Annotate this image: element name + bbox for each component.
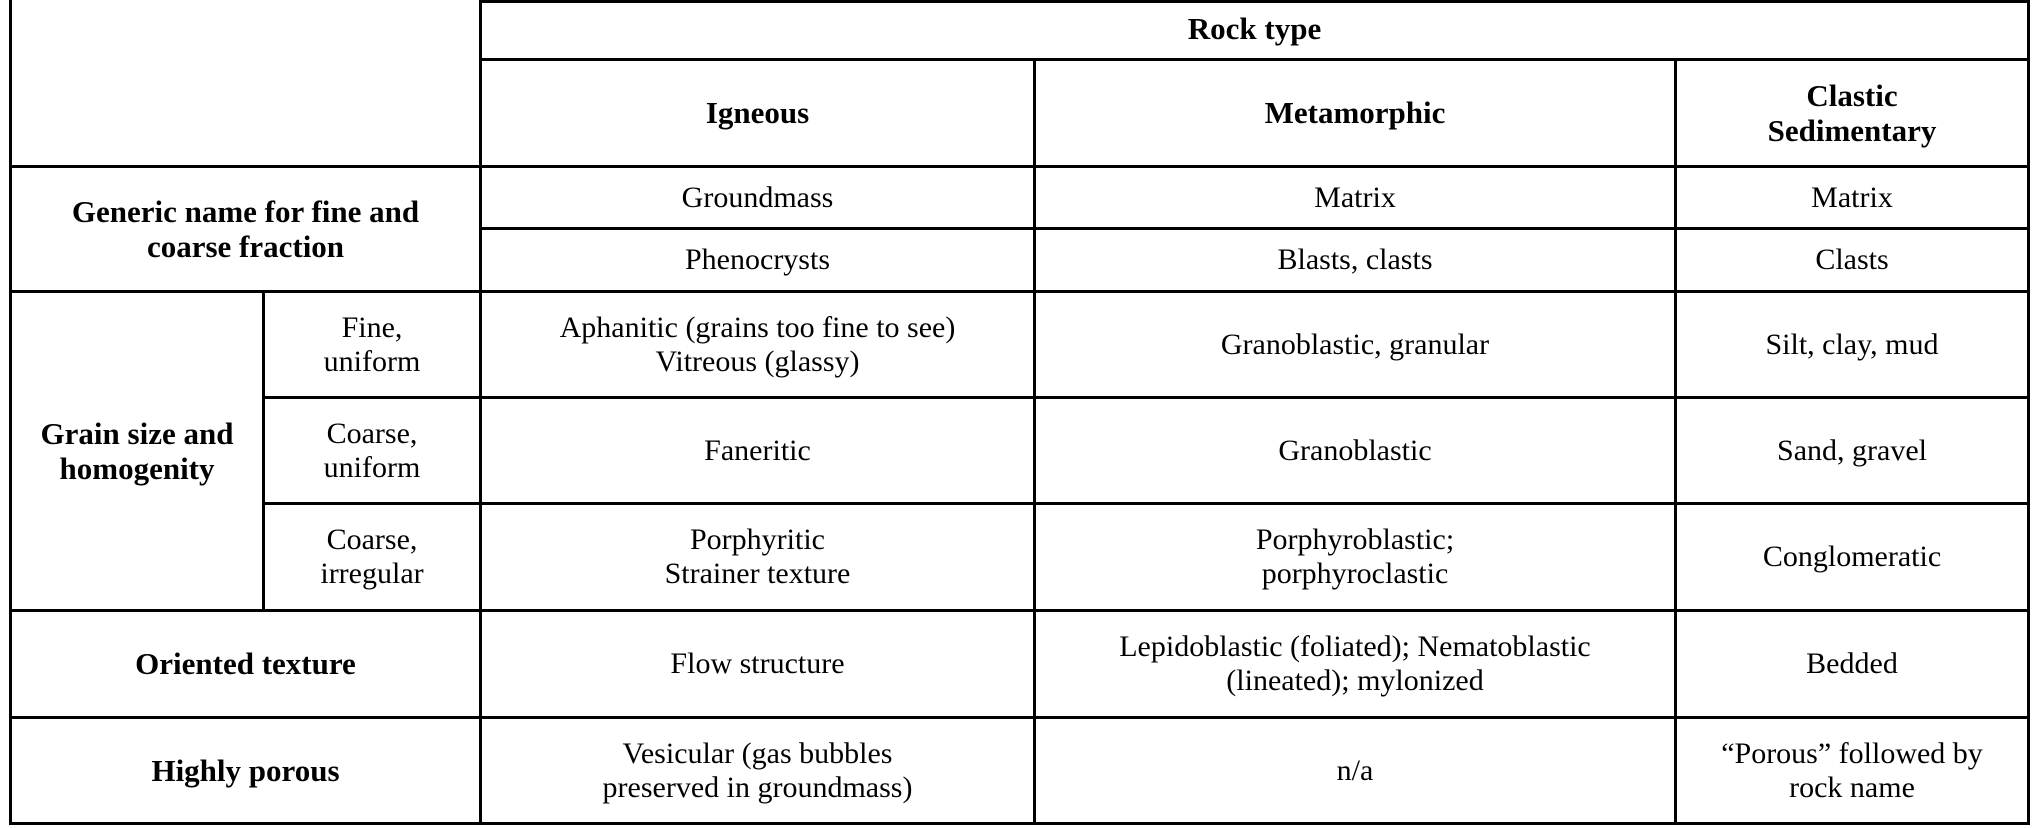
row-label-oriented: Oriented texture [135,646,356,682]
cell: Porphyroblastic; porphyroclastic [1255,523,1455,590]
cell: Porphyritic Strainer texture [664,523,851,590]
cell: Faneritic [704,433,811,467]
cell: Sand, gravel [1777,433,1927,467]
cell: Matrix [1811,180,1893,214]
cell: Silt, clay, mud [1765,327,1939,361]
cell: Clasts [1815,243,1889,277]
cell: Flow structure [670,647,845,681]
divider [2027,0,2030,825]
cell: Matrix [1314,180,1396,214]
cell: Bedded [1806,647,1898,681]
row-label-grain-size: Grain size and homogenity [40,415,234,486]
header-clastic-sedimentary: Clastic Sedimentary [1767,77,1937,148]
cell: Conglomeratic [1762,540,1942,574]
row-label-generic: Generic name for fine and coarse fraction [71,193,420,264]
cell: Granoblastic, granular [1220,327,1490,361]
cell: Groundmass [681,180,834,214]
cell: Vesicular (gas bubbles preserved in groundmass) [602,736,913,804]
sub-label: Coarse, uniform [323,416,421,484]
cell: Phenocrysts [685,243,830,277]
cell: Granoblastic [1278,433,1432,467]
cell: “Porous” followed by rock name [1721,736,1983,804]
header-metamorphic: Metamorphic [1264,95,1446,131]
cell: Aphanitic (grains too fine to see) Vitreous (glassy) [559,310,956,378]
header-rock-type: Rock type [1187,11,1322,47]
header-igneous: Igneous [705,95,810,131]
cell: Blasts, clasts [1277,243,1433,277]
cell: Lepidoblastic (foliated); Nematoblastic (lineated); mylonized [1119,630,1591,697]
sub-label: Coarse, irregular [320,523,424,590]
row-label-porous: Highly porous [151,752,340,788]
divider [9,822,2030,825]
cell: n/a [1336,753,1374,787]
sub-label: Fine, uniform [323,310,421,378]
